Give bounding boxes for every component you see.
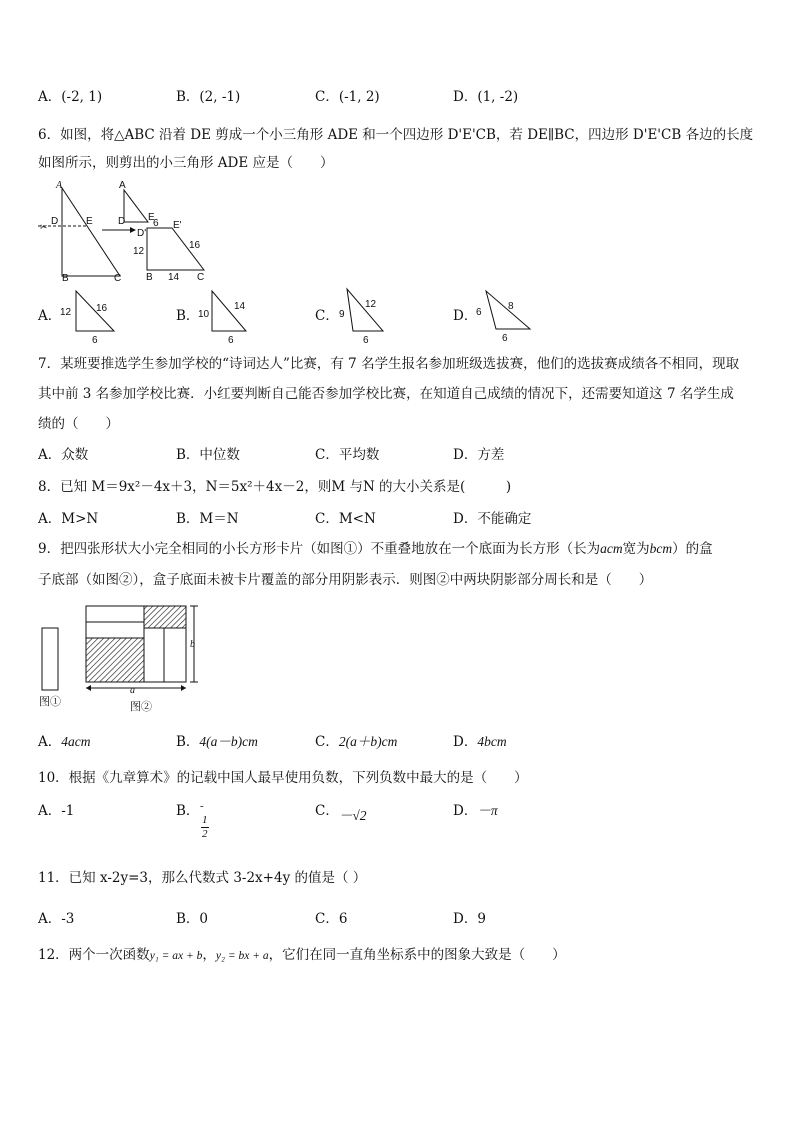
- q11-option-c: C．6: [315, 911, 348, 927]
- q12-y2: y₂ = bx + a: [215, 950, 269, 962]
- fig2-caption: 图②: [130, 701, 152, 713]
- q7-option-c: C．平均数: [315, 447, 380, 463]
- q5-option-d: D．(1, -2): [453, 89, 519, 105]
- q9-option-c: [315, 733, 397, 751]
- q11-option-a: A．-3: [38, 911, 75, 927]
- q7-option-a: A．众数: [38, 447, 89, 463]
- opt-d-side3: 6: [502, 333, 508, 344]
- fig-label-c: C: [114, 273, 122, 284]
- q8-option-d: D．不能确定: [453, 511, 532, 527]
- fig-label-b: B: [62, 273, 69, 284]
- q12-y1: y₁ = ax + b: [149, 950, 203, 962]
- fig-label-dprime: D': [137, 228, 147, 239]
- q6-option-a-triangle: [58, 287, 123, 345]
- svg-text:✂: ✂: [40, 222, 48, 232]
- fig-label-d: D: [51, 216, 59, 227]
- q7-option-d: D．方差: [453, 447, 505, 463]
- q10-option-c-math: －√2: [338, 808, 367, 823]
- q9-stem-line1: [38, 540, 713, 558]
- q9-option-a-math: 4acm: [61, 734, 91, 749]
- fig-side-14: 14: [168, 272, 180, 283]
- fig-label-eprime: E': [173, 220, 182, 231]
- q6-option-b-triangle: [196, 287, 261, 345]
- q5-option-b: B．(2, -1): [176, 89, 241, 105]
- q8-option-b: B．M＝N: [176, 511, 239, 527]
- dim-b: b: [190, 639, 195, 650]
- fig-small-label-e: E: [148, 212, 155, 223]
- dim-a: a: [130, 685, 135, 696]
- opt-c-side3: 6: [363, 335, 369, 346]
- q7-stem-line2: 其中前 3 名参加学校比赛．小红要判断自己能否参加学校比赛，在知道自己成绩的情况下，还需要知道这 7 名学生成: [38, 386, 734, 402]
- fig-side-12: 12: [133, 246, 145, 257]
- q6-option-d-label: D．: [453, 308, 478, 324]
- q12-stem-part1: 12．两个一次函数: [38, 947, 150, 963]
- q12-separator: ，: [202, 947, 216, 963]
- q8-option-c: C．M<N: [315, 511, 376, 527]
- q9-option-a: [38, 733, 91, 751]
- q9-stem-line2: 子底部（如图②），盒子底面未被卡片覆盖的部分用阴影表示．则图②中两块阴影部分周长和是（ ）: [38, 572, 653, 588]
- q10-option-d: [453, 802, 498, 820]
- opt-c-side1: 9: [339, 309, 345, 320]
- q8-stem-line1: 8．已知 M＝9x²－4x＋3，N＝5x²＋4x－2，则M 与N 的大小关系是( ): [38, 479, 512, 495]
- q11-option-b: B．0: [176, 911, 209, 927]
- q10-option-b-fraction: [200, 800, 209, 840]
- q7-stem-line3: 绩的（ ）: [38, 416, 119, 432]
- q9-option-c-math: 2(a＋b)cm: [338, 734, 398, 749]
- fig1-caption: 图①: [39, 696, 61, 708]
- q10-option-d-label: D．: [453, 803, 478, 819]
- opt-b-side2: 14: [234, 301, 246, 312]
- q9-stem-part3: ）的盒: [672, 541, 713, 557]
- q9-option-d-label: D．: [453, 734, 478, 750]
- q8-option-a: A．M>N: [38, 511, 99, 527]
- q9-acm: acm: [600, 541, 623, 556]
- fig-label-c2: C: [197, 272, 205, 283]
- q9-option-a-label: A．: [38, 734, 62, 750]
- q10-option-b: [176, 802, 199, 820]
- opt-d-side2: 8: [508, 301, 514, 312]
- fig-label-a: A: [56, 180, 63, 191]
- q7-stem-line1: 7．某班要推选学生参加学校的“诗词达人”比赛，有 7 名学生报名参加班级选拔赛，他们的选拔赛成绩各不相同，现取: [38, 356, 740, 372]
- fig-side-6: 6: [153, 218, 159, 229]
- q10-option-c: [315, 802, 367, 823]
- q10-option-d-math: －π: [477, 803, 498, 818]
- fig-label-e: E: [86, 216, 93, 227]
- q6-figure: [34, 178, 214, 283]
- q9-option-b: [176, 733, 258, 751]
- fig-side-16: 16: [189, 240, 201, 251]
- q6-stem-line2: 如图所示，则剪出的小三角形 ADE 应是（ ）: [38, 155, 334, 171]
- q6-stem-line1: 6．如图，将△ABC 沿着 DE 剪成一个小三角形 ADE 和一个四边形 D'E'CB，若 DE∥BC，四边形 D'E'CB 各边的长度: [38, 127, 754, 143]
- q5-option-c: C．(-1, 2): [315, 89, 380, 105]
- q6-option-b-label: B．: [176, 308, 200, 324]
- q12-stem-line1: [38, 946, 566, 965]
- q9-option-d: [453, 733, 507, 751]
- q10-option-b-label: B．: [176, 803, 200, 819]
- q6-option-c-triangle: [335, 287, 400, 345]
- opt-b-side1: 10: [198, 309, 210, 320]
- q10-b-minus: -: [200, 800, 204, 812]
- fig-small-label-d: D: [118, 216, 126, 227]
- q12-stem-part2: ，它们在同一直角坐标系中的图象大致是（ ）: [268, 947, 566, 963]
- fig-label-b2: B: [146, 272, 153, 283]
- q5-option-a: A．(-2, 1): [38, 89, 103, 105]
- opt-d-side1: 6: [476, 307, 482, 318]
- q9-stem-part2: 宽为: [622, 541, 650, 557]
- q7-option-b: B．中位数: [176, 447, 240, 463]
- opt-a-side2: 16: [96, 303, 108, 314]
- opt-c-side2: 12: [365, 299, 377, 310]
- q9-option-c-label: C．: [315, 734, 339, 750]
- opt-a-side1: 12: [60, 307, 72, 318]
- q9-option-b-label: B．: [176, 734, 200, 750]
- q9-bcm: bcm: [649, 541, 673, 556]
- q10-option-a: A．-1: [38, 803, 75, 819]
- q10-option-c-label: C．: [315, 803, 339, 819]
- q11-option-d: D．9: [453, 911, 486, 927]
- q10-b-denominator: 2: [202, 828, 208, 840]
- q9-figure: [36, 598, 216, 718]
- q6-option-c-label: C．: [315, 308, 339, 324]
- q9-option-d-math: 4bcm: [477, 734, 507, 749]
- opt-b-side3: 6: [228, 335, 234, 346]
- q6-option-d-triangle: [474, 287, 539, 345]
- q10-stem-line1: 10．根据《九章算术》的记载中国人最早使用负数，下列负数中最大的是（ ）: [38, 770, 528, 786]
- q10-b-numerator: 1: [202, 814, 208, 826]
- fig-small-label-a: A: [119, 180, 126, 191]
- q11-stem-line1: 11．已知 x-2y=3，那么代数式 3-2x+4y 的值是（ ）: [38, 870, 367, 886]
- opt-a-side3: 6: [92, 335, 98, 346]
- q6-option-a-label: A．: [38, 308, 62, 324]
- q9-option-b-math: 4(a－b)cm: [199, 734, 258, 749]
- q9-stem-part1: 9．把四张形状大小完全相同的小长方形卡片（如图①）不重叠地放在一个底面为长方形（长为: [38, 541, 601, 557]
